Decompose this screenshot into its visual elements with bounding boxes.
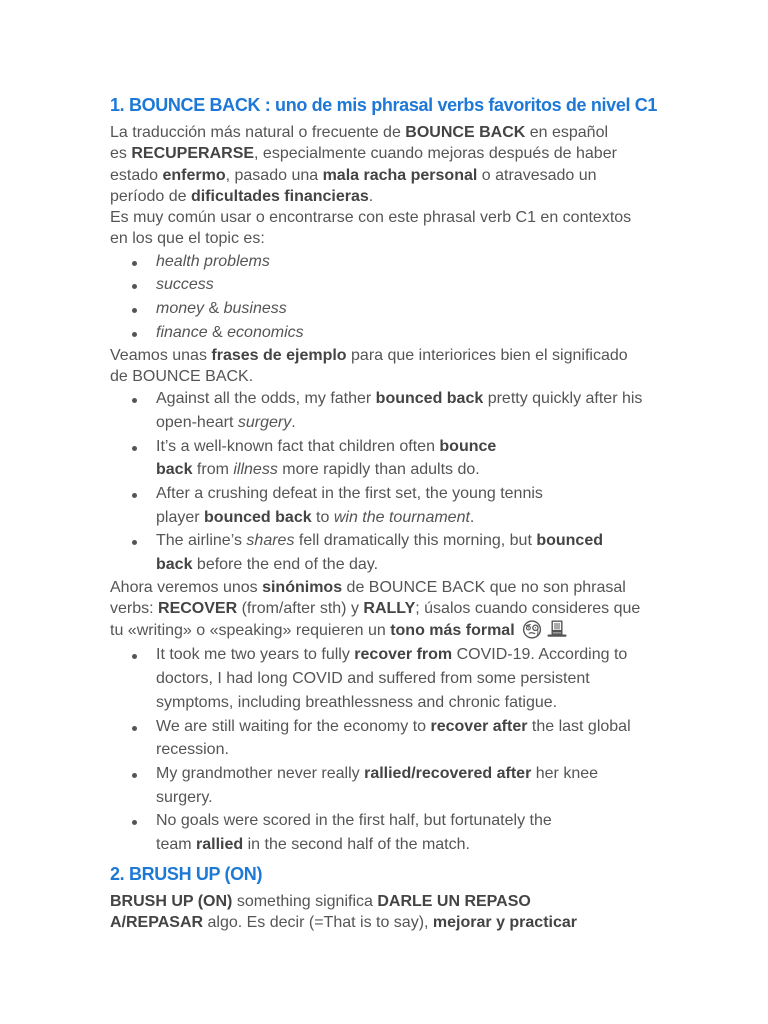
text-run: surgery. (156, 788, 213, 806)
text-run: doctors, I had long COVID and suffered from some persistent (156, 670, 590, 688)
text-run: After a crushing defeat in the first set, the young tennis (156, 485, 543, 502)
bold-text: bounced back (375, 390, 484, 408)
text-run: in the second half of the match. (243, 836, 470, 854)
bullet-icon (132, 820, 137, 825)
bold-text: bounce (439, 437, 497, 455)
text-line (156, 482, 768, 506)
text-run: before the end of the day. (192, 556, 379, 574)
text-run: team (156, 836, 197, 854)
text-line (110, 598, 768, 619)
paragraph-translation (110, 122, 768, 207)
bullet-icon (132, 540, 137, 545)
text-line (156, 553, 768, 577)
bold-text: bounced back (204, 508, 312, 526)
text-line (110, 143, 768, 164)
italic-text: surgery (237, 413, 292, 431)
text-line (110, 207, 768, 228)
italic-text: economics (227, 323, 304, 341)
text-run: the last global (527, 717, 631, 735)
list-item (156, 321, 768, 345)
text-line (156, 762, 768, 786)
face-with-monocle-icon (522, 619, 542, 639)
text-run: , especialmente cuando mejoras después de haber (254, 145, 617, 163)
text-line (110, 165, 768, 186)
text-run: en español (525, 124, 609, 141)
bold-text: A/REPASAR (110, 914, 204, 932)
text-line (110, 122, 768, 143)
text-run: symptoms, including breathlessness and chronic fatigue. (156, 693, 558, 711)
text-run: The airline’s (156, 532, 247, 550)
paragraph-brush-up-definition (110, 891, 768, 934)
text-run: My grandmother never really (156, 764, 365, 782)
list-item (156, 482, 768, 529)
text-run: pretty quickly after his (483, 390, 643, 408)
text-run: para que interiorices bien el significado (346, 346, 628, 364)
bold-text: frases de ejemplo (211, 346, 347, 364)
text-run: es (110, 145, 132, 163)
bold-text: BOUNCE BACK (405, 124, 526, 141)
text-line (110, 345, 768, 366)
text-run: more rapidly than adults do. (277, 461, 480, 479)
bullet-icon (132, 332, 137, 337)
topic-list (110, 250, 768, 345)
section-heading-bounce-back: 1. BOUNCE BACK : uno de mis phrasal verbs favoritos de nivel C1 (110, 95, 658, 115)
bold-text: mala racha personal (322, 166, 478, 184)
text-run: de BOUNCE BACK que no son phrasal (342, 578, 626, 596)
bold-text: DARLE UN REPASO (377, 892, 531, 910)
italic-text: illness (233, 461, 278, 479)
text-run: to (311, 508, 334, 526)
text-run: La traducción más natural o frecuente de (110, 124, 406, 141)
bullet-icon (132, 773, 137, 778)
text-run: . (291, 413, 296, 431)
list-item (156, 762, 768, 809)
bold-text: dificultades financieras (190, 187, 369, 205)
bold-text: RECOVER (158, 600, 238, 618)
text-run: fell dramatically this morning, but (294, 532, 537, 550)
text-line (156, 691, 768, 715)
list-item (156, 715, 768, 762)
italic-text: health problems (156, 252, 270, 270)
text-line (110, 366, 768, 387)
bold-text: rallied/recovered after (364, 764, 532, 782)
text-line (156, 458, 768, 482)
text-run: Es muy común usar o encontrarse con este phrasal verb C1 en contextos (110, 209, 632, 227)
text-run: , pasado una (225, 166, 323, 184)
italic-text: finance (156, 323, 208, 341)
example-sentence-list (110, 387, 768, 577)
italic-text: money (156, 300, 205, 318)
text-run: No goals were scored in the first half, but fortunately the (156, 812, 552, 830)
bold-text: back (156, 461, 193, 479)
italic-text: win the tournament (333, 508, 470, 526)
list-item (156, 250, 768, 274)
bold-text: RECUPERARSE (131, 145, 255, 163)
paragraph-synonyms (110, 577, 768, 644)
text-line (156, 411, 768, 435)
bullet-icon (132, 284, 137, 289)
bullet-icon (132, 261, 137, 266)
list-item (156, 273, 768, 297)
list-item (156, 529, 768, 576)
text-run: It’s a well-known fact that children often (156, 437, 440, 455)
bold-text: tono más formal (390, 622, 515, 640)
bold-text: enfermo (162, 166, 226, 184)
top-hat-icon-graphic (547, 619, 567, 639)
bullet-icon (132, 446, 137, 451)
text-line (110, 619, 768, 643)
text-line (156, 833, 768, 857)
text-run: Veamos unas (110, 346, 212, 364)
bullet-icon (132, 726, 137, 731)
text-line (110, 891, 768, 912)
synonym-example-list (110, 643, 768, 856)
text-run: Against all the odds, my father (156, 390, 376, 408)
text-line (156, 435, 768, 459)
text-run: estado (110, 166, 163, 184)
bold-text: recover from (354, 646, 453, 664)
list-item (156, 809, 768, 856)
section-heading-brush-up: 2. BRUSH UP (ON) (110, 863, 263, 884)
text-line (110, 577, 768, 598)
text-run: recession. (156, 741, 229, 759)
bold-text: BRUSH UP (ON) (110, 892, 233, 910)
paragraph-context (110, 207, 768, 250)
list-item (156, 297, 768, 321)
text-run: Ahora veremos unos (110, 578, 263, 596)
bold-text: mejorar y practicar (432, 914, 577, 932)
italic-text: success (156, 276, 214, 294)
text-run: tu «writing» o «speaking» requieren un (110, 622, 391, 640)
text-line (156, 786, 768, 810)
text-run: player (156, 508, 205, 526)
italic-text: business (223, 300, 287, 318)
bold-text: back (156, 556, 193, 574)
text-line (156, 506, 768, 530)
text-run: . (368, 187, 374, 205)
text-run: from (192, 461, 234, 479)
text-line (110, 228, 768, 249)
text-run: something significa (232, 892, 378, 910)
face-with-monocle-icon-graphic (522, 619, 542, 639)
text-run: & (204, 300, 224, 318)
text-run: open-heart (156, 413, 238, 431)
text-run: de BOUNCE BACK. (110, 367, 254, 385)
text-line (156, 297, 768, 321)
text-run: It took me two years to fully (156, 646, 355, 664)
text-line (156, 273, 768, 297)
paragraph-examples-intro (110, 345, 768, 388)
list-item (156, 435, 768, 482)
text-run: & (207, 323, 228, 341)
bullet-icon (132, 308, 137, 313)
text-run: COVID-19. According to (452, 646, 628, 664)
text-line (110, 912, 768, 933)
bullet-icon (132, 654, 137, 659)
text-line (156, 643, 768, 667)
text-line (156, 321, 768, 345)
text-run: . (469, 508, 475, 526)
bullet-icon (132, 493, 137, 498)
text-line (156, 667, 768, 691)
bullet-icon (132, 398, 137, 403)
text-line (156, 529, 768, 553)
text-run: verbs: (110, 600, 159, 618)
text-run: (from/after sth) y (237, 600, 364, 618)
list-item (156, 643, 768, 714)
text-line (156, 738, 768, 762)
text-run: período de (110, 187, 191, 205)
bold-text: bounced (536, 532, 603, 550)
text-line (156, 809, 768, 833)
text-run: algo. Es decir (=That is to say), (203, 914, 433, 932)
text-line (156, 250, 768, 274)
italic-text: shares (246, 532, 295, 550)
text-run: o atravesado un (477, 166, 597, 184)
text-run: ; úsalos cuando consideres que (415, 600, 641, 618)
text-line (156, 715, 768, 739)
text-line (110, 186, 768, 207)
bold-text: rallied (196, 836, 244, 854)
section-bounce-back (110, 88, 768, 857)
list-item (156, 387, 768, 434)
text-run: her knee (531, 764, 599, 782)
text-run: We are still waiting for the economy to (156, 717, 431, 735)
bold-text: recover after (430, 717, 528, 735)
text-run: en los que el topic es: (110, 230, 265, 248)
bold-text: RALLY (363, 600, 416, 618)
text-line (156, 387, 768, 411)
bold-text: sinónimos (262, 578, 343, 596)
top-hat-icon (547, 619, 567, 639)
section-brush-up (110, 857, 768, 934)
